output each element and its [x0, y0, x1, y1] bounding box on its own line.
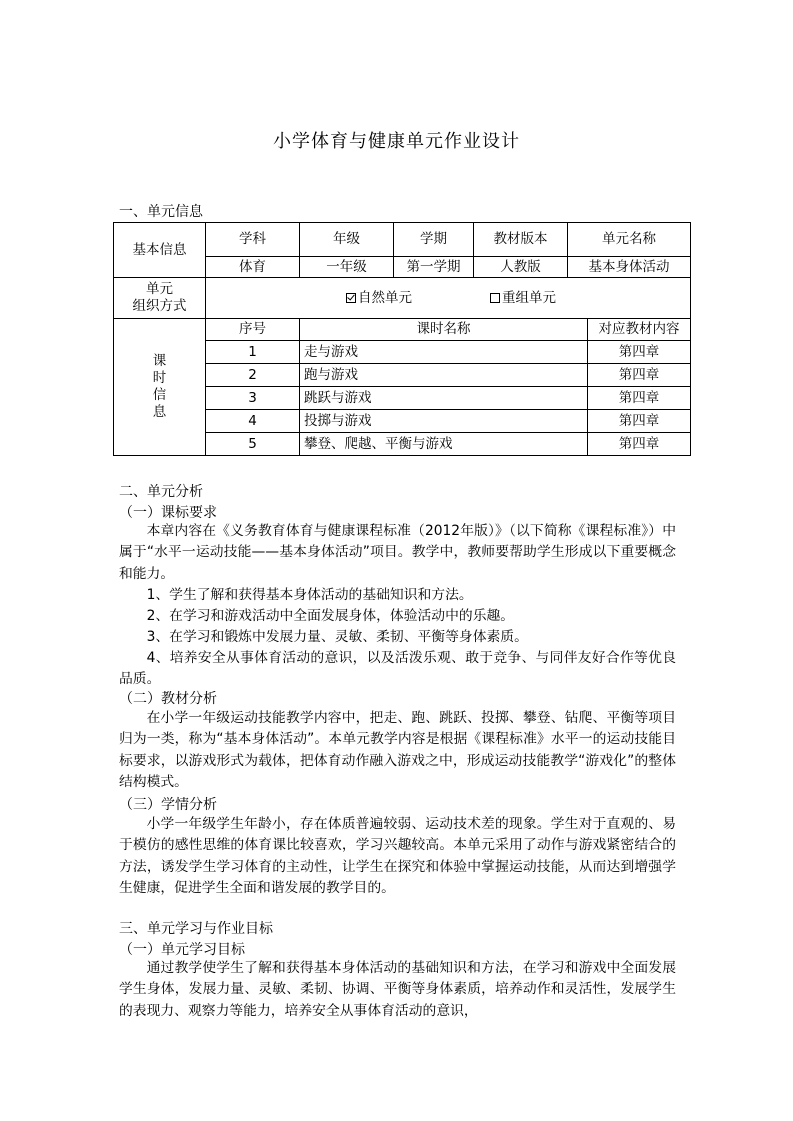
- value-unit-name: 基本身体活动: [568, 257, 691, 278]
- section-heading-goals: 三、单元学习与作业目标: [119, 921, 273, 937]
- natural-unit-option[interactable]: [346, 290, 412, 307]
- subheading-student-analysis: （三）学情分析: [119, 797, 217, 813]
- lesson-name: 投掷与游戏: [300, 410, 588, 433]
- lesson-label-char: 信: [152, 387, 167, 403]
- lesson-name: 走与游戏: [300, 341, 588, 364]
- header-edition: 教材版本: [474, 223, 568, 257]
- curriculum-item-1: 1、学生了解和获得基本身体活动的基础知识和方法。: [146, 587, 473, 603]
- lesson-no: 2: [206, 364, 300, 387]
- lesson-name: 跳跃与游戏: [300, 387, 588, 410]
- lesson-no: 1: [206, 341, 300, 364]
- curriculum-item-3: 3、在学习和锻炼中发展力量、灵敏、柔韧、平衡等身体素质。: [146, 629, 528, 645]
- lesson-no: 3: [206, 387, 300, 410]
- regroup-unit-option[interactable]: [490, 290, 556, 307]
- lesson-header-row: [114, 319, 691, 341]
- value-subject: 体育: [206, 257, 300, 278]
- lesson-name: 跑与游戏: [300, 364, 588, 387]
- subheading-learning-goals: （一）单元学习目标: [119, 942, 245, 958]
- unit-info-table: [113, 222, 691, 456]
- lesson-content: 第四章: [588, 410, 691, 433]
- subheading-curriculum: （一）课标要求: [119, 505, 217, 521]
- header-grade: 年级: [300, 223, 394, 257]
- section-heading-unit-info: 一、单元信息: [119, 204, 203, 220]
- lesson-name: 攀登、爬越、平衡与游戏: [300, 433, 588, 456]
- header-unit-name: 单元名称: [568, 223, 691, 257]
- lesson-label-char: 时: [152, 370, 167, 387]
- checked-box-icon[interactable]: [346, 293, 356, 303]
- section-heading-unit-analysis: 二、单元分析: [119, 484, 203, 500]
- subheading-textbook: （二）教材分析: [119, 691, 217, 707]
- lesson-no: 4: [206, 410, 300, 433]
- natural-unit-label: 自然单元: [358, 289, 412, 306]
- lesson-header-content: 对应教材内容: [588, 319, 691, 341]
- curriculum-intro: 本章内容在《义务教育体育与健康课程标准（2012年版）》（以下简称《课程标准》）中属于“水平一运动技能——基本身体活动”项目。教学中，教师要帮助学生形成以下重要概念和能力。: [119, 523, 676, 582]
- lesson-content: 第四章: [588, 433, 691, 456]
- curriculum-item-2: 2、在学习和游戏活动中全面发展身体，体验活动中的乐趣。: [146, 608, 515, 624]
- value-edition: 人教版: [474, 257, 568, 278]
- lesson-content: 第四章: [588, 341, 691, 364]
- lesson-header-name: 课时名称: [300, 319, 588, 341]
- unchecked-box-icon[interactable]: [490, 293, 500, 303]
- value-term: 第一学期: [394, 257, 474, 278]
- organization-options: [206, 278, 691, 319]
- page-title: 小学体育与健康单元作业设计: [273, 131, 520, 152]
- organization-label-line1: 单元: [146, 281, 173, 298]
- table-header-row: [114, 223, 691, 257]
- lesson-content: 第四章: [588, 364, 691, 387]
- lesson-header-no: 序号: [206, 319, 300, 341]
- textbook-analysis-text: 在小学一年级运动技能教学内容中，把走、跑、跳跃、投掷、攀登、钻爬、平衡等项目归为一类，称为“基本身体活动”。本单元教学内容是根据《课程标准》水平一的运动技能目标要求，以游戏形式为载体，把体育动作融入游戏之中，形成运动技能教学“游戏化”的整体结构模式。: [119, 710, 676, 790]
- regroup-unit-label: 重组单元: [502, 289, 556, 306]
- lesson-no: 5: [206, 433, 300, 456]
- organization-row: [114, 278, 691, 319]
- header-subject: 学科: [206, 223, 300, 257]
- learning-goals-text: 通过教学使学生了解和获得基本身体活动的基础知识和方法，在学习和游戏中全面发展学生身体，发展力量、灵敏、柔韧、协调、平衡等身体素质，培养动作和灵活性，发展学生的表现力、观察力等能力，培养安全从事体育活动的意识，: [119, 960, 676, 1019]
- curriculum-item-4: 4、培养安全从事体育活动的意识，以及活泼乐观、敢于竞争、与同伴友好合作等优良品质。: [119, 650, 676, 688]
- organization-label-line2: 组织方式: [132, 298, 187, 314]
- student-analysis-text: 小学一年级学生年龄小，存在体质普遍较弱、运动技术差的现象。学生对于直观的、易于模仿的感性思维的体育课比较喜欢，学习兴趣较高。本单元采用了动作与游戏紧密结合的方法，诱发学生学习体育的主动性，让学生在探究和体验中掌握运动技能，从而达到增强学生健康，促进学生全面和谐发展的教学目的。: [119, 816, 676, 896]
- lesson-content: 第四章: [588, 387, 691, 410]
- lesson-label-char: 课: [152, 353, 167, 370]
- organization-label: [114, 278, 206, 319]
- lesson-info-label: [114, 319, 206, 456]
- lesson-label-char: 息: [152, 403, 167, 420]
- header-term: 学期: [394, 223, 474, 257]
- basic-info-label: 基本信息: [114, 223, 206, 278]
- value-grade: 一年级: [300, 257, 394, 278]
